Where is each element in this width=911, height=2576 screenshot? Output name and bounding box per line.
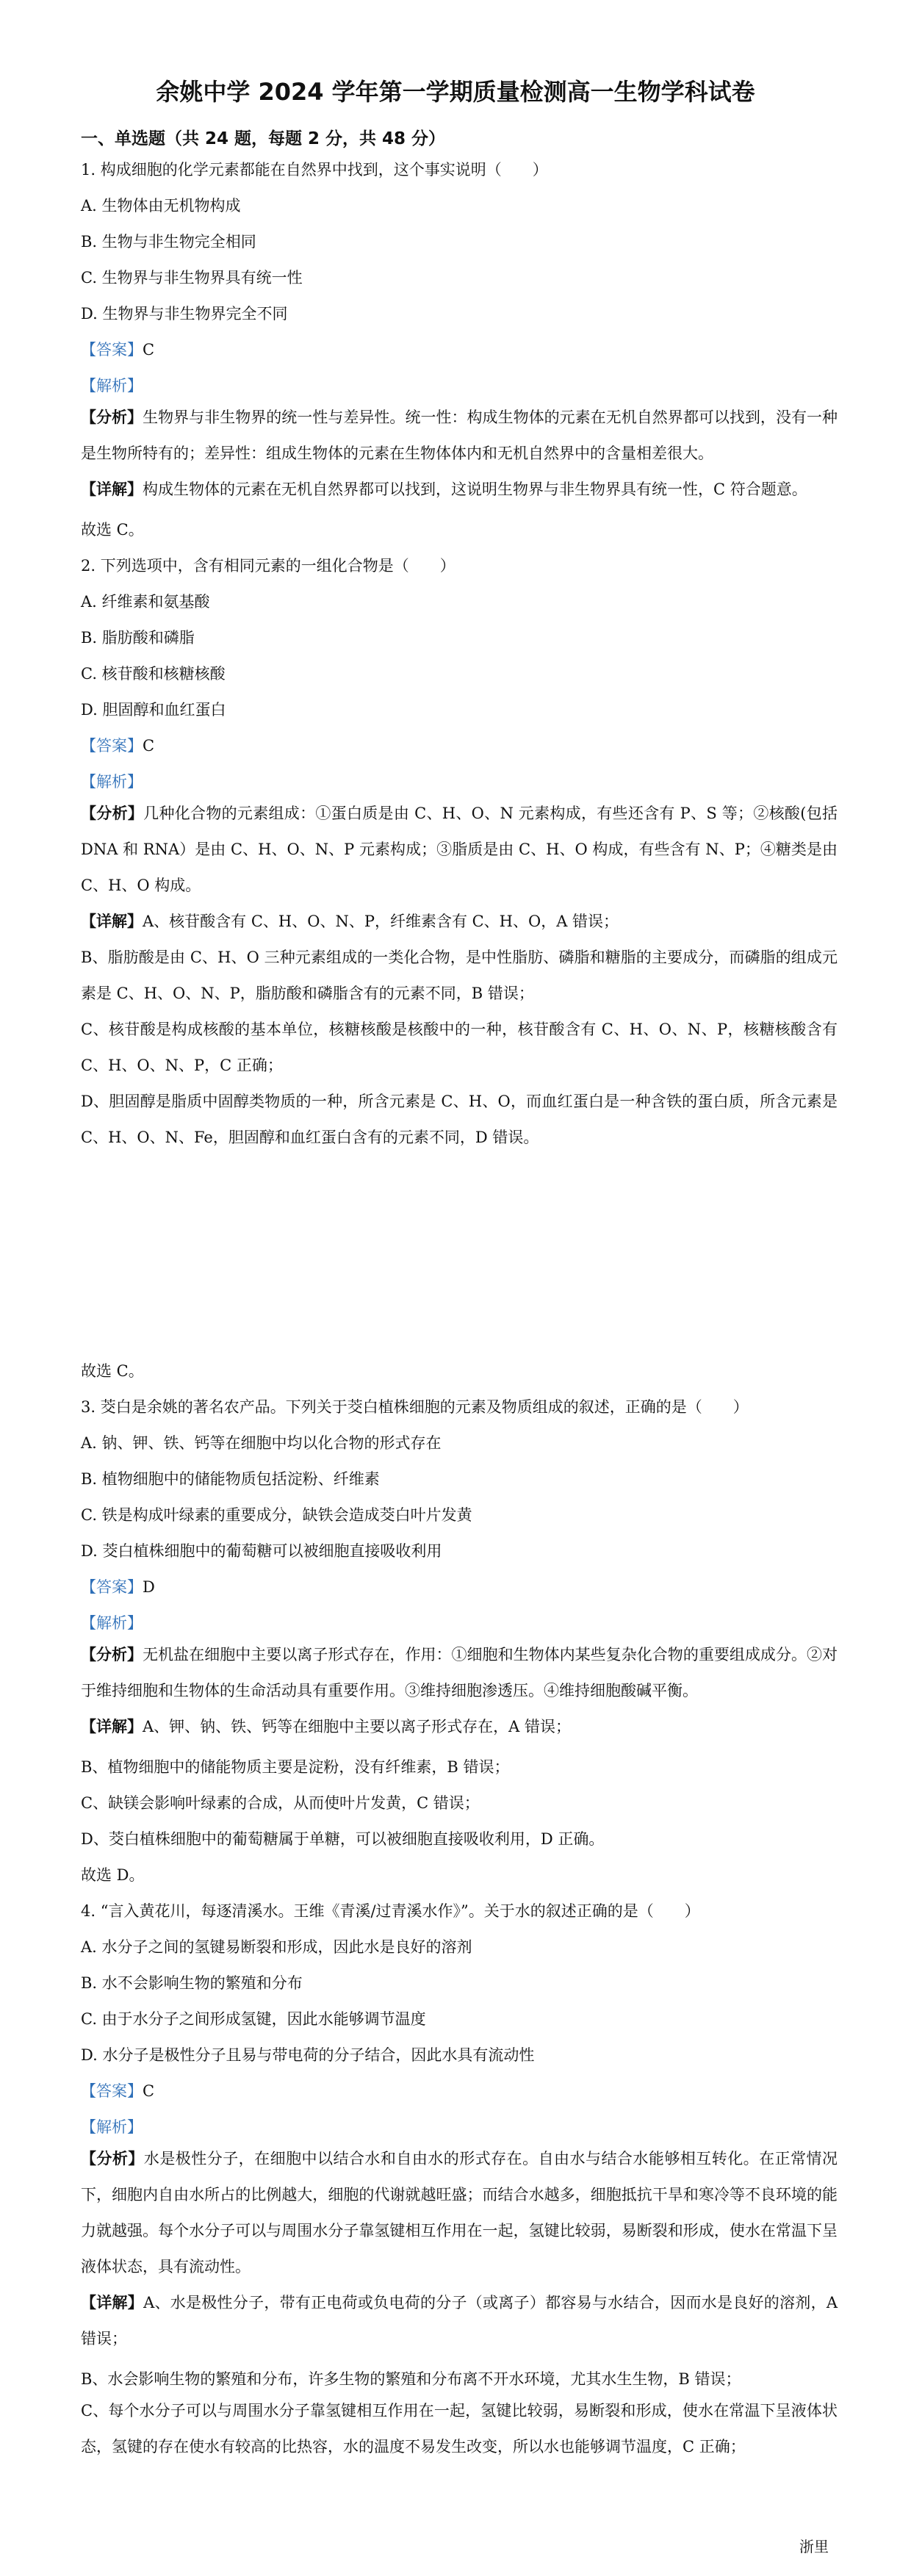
question-2-xiangjie-a (81, 904, 838, 940)
fenxi-tag: 【分析】 (81, 1646, 143, 1663)
question-3-answer (81, 1576, 838, 1598)
question-4-stem: 4. “言入黄花川，每逐清溪水。王维《青溪/过青溪水作》”。关于水的叙述正确的是（ ） (81, 1902, 700, 1920)
question-1-fenxi (81, 400, 838, 472)
question-3-fenxi (81, 1637, 838, 1709)
question-3-xiangjie-a (81, 1709, 838, 1745)
fenxi-tag: 【分析】 (81, 2150, 144, 2167)
question-1-stem: 1. 构成细胞的化学元素都能在自然界中找到，这个事实说明（ ） (81, 161, 548, 179)
answer-tag: 【答案】 (81, 341, 143, 359)
question-1-option-a: A. 生物体由无机物构成 (81, 197, 241, 215)
fenxi-tag: 【分析】 (81, 409, 143, 426)
question-2-option-c: C. 核苷酸和核糖核酸 (81, 665, 226, 683)
question-1-option-d: D. 生物界与非生物界完全不同 (81, 305, 288, 323)
question-1-xiangjie (81, 472, 838, 508)
answer-value: C (143, 341, 155, 359)
answer-tag: 【答案】 (81, 2082, 143, 2100)
question-4-option-d: D. 水分子是极性分子且易与带电荷的分子结合，因此水具有流动性 (81, 2046, 535, 2064)
analysis-tag: 【解析】 (81, 2118, 143, 2136)
fenxi-text: 生物界与非生物界的统一性与差异性。统一性：构成生物体的元素在无机自然界都可以找到，没有一种是生物所特有的；差异性：组成生物体的元素在生物体体内和无机自然界中的含量相差很大。 (81, 409, 838, 462)
question-1-option-c: C. 生物界与非生物界具有统一性 (81, 269, 303, 287)
question-3-xiangjie-d: D、茭白植株细胞中的葡萄糖属于单糖，可以被细胞直接吸收利用，D 正确。 (81, 1830, 605, 1848)
page-footer: 浙里 (799, 2538, 829, 2555)
answer-tag: 【答案】 (81, 1578, 143, 1596)
question-3-option-a: A. 钠、钾、铁、钙等在细胞中均以化合物的形式存在 (81, 1434, 442, 1452)
analysis-tag: 【解析】 (81, 773, 143, 791)
question-2-fenxi (81, 796, 838, 904)
question-3-analysis-tag (81, 1612, 838, 1634)
question-3-option-c: C. 铁是构成叶绿素的重要成分，缺铁会造成茭白叶片发黄 (81, 1506, 472, 1524)
question-1-option-b: B. 生物与非生物完全相同 (81, 233, 256, 251)
question-2-option-d: D. 胆固醇和血红蛋白 (81, 701, 226, 719)
question-2-xiangjie-d: D、胆固醇是脂质中固醇类物质的一种，所含元素是 C、H、O，而血红蛋白是一种含铁的蛋白质，所含元素是 C、H、O、N、Fe，胆固醇和血红蛋白含有的元素不同，D 错误。 (81, 1093, 838, 1146)
question-1-conclusion: 故选 C。 (81, 521, 144, 539)
question-4-option-c: C. 由于水分子之间形成氢键，因此水能够调节温度 (81, 2010, 426, 2028)
question-4-fenxi (81, 2141, 838, 2285)
question-1-answer (81, 339, 838, 361)
exam-title: 余姚中学 2024 学年第一学期质量检测高一生物学科试卷 (156, 78, 755, 106)
question-4-analysis-tag (81, 2116, 838, 2138)
answer-value: C (143, 737, 155, 755)
question-2-xiangjie-b: B、脂肪酸是由 C、H、O 三种元素组成的一类化合物，是中性脂肪、磷脂和糖脂的主要成分，而磷脂的组成元素是 C、H、O、N、P，脂肪酸和磷脂含有的元素不同，B 错误； (81, 949, 838, 1002)
question-4-option-a: A. 水分子之间的氢键易断裂和形成，因此水是良好的溶剂 (81, 1938, 472, 1956)
question-2-stem: 2. 下列选项中，含有相同元素的一组化合物是（ ） (81, 557, 455, 575)
fenxi-text: 几种化合物的元素组成：①蛋白质是由 C、H、O、N 元素构成，有些还含有 P、S 等；②核酸(包括 DNA 和 RNA）是由 C、H、O、N、P 元素构成；③脂质是由 C、H、O 构成，有些含有 N、P；④糖类是由 C、H、O 构成。 (81, 805, 838, 894)
xiangjie-text: A、水是极性分子，带有正电荷或负电荷的分子（或离子）都容易与水结合，因而水是良好的溶剂，A 错误； (81, 2294, 838, 2347)
question-3-xiangjie-b: B、植物细胞中的储能物质主要是淀粉，没有纤维素，B 错误； (81, 1758, 510, 1776)
question-2-analysis-tag (81, 771, 838, 793)
xiangjie-tag: 【详解】 (81, 481, 143, 498)
question-1-analysis-tag (81, 375, 838, 397)
xiangjie-tag: 【详解】 (81, 1718, 143, 1735)
question-4-xiangjie-a (81, 2285, 838, 2357)
question-2-answer (81, 735, 838, 757)
xiangjie-text: 构成生物体的元素在无机自然界都可以找到，这说明生物界与非生物界具有统一性，C 符合题意。 (143, 481, 807, 498)
answer-value: C (143, 2082, 155, 2100)
analysis-tag: 【解析】 (81, 377, 143, 395)
analysis-tag: 【解析】 (81, 1614, 143, 1632)
question-2-option-b: B. 脂肪酸和磷脂 (81, 629, 195, 647)
question-4-answer (81, 2080, 838, 2102)
xiangjie-tag: 【详解】 (81, 913, 143, 930)
answer-tag: 【答案】 (81, 737, 143, 755)
question-2-xiangjie-c: C、核苷酸是构成核酸的基本单位，核糖核酸是核酸中的一种，核苷酸含有 C、H、O、N、P，核糖核酸含有 C、H、O、N、P，C 正确； (81, 1021, 838, 1074)
question-3-option-b: B. 植物细胞中的储能物质包括淀粉、纤维素 (81, 1470, 380, 1488)
question-4-option-b: B. 水不会影响生物的繁殖和分布 (81, 1974, 303, 1992)
question-2-conclusion: 故选 C。 (81, 1362, 144, 1380)
answer-value: D (143, 1578, 155, 1596)
fenxi-tag: 【分析】 (81, 805, 144, 822)
fenxi-text: 无机盐在细胞中主要以离子形式存在，作用：①细胞和生物体内某些复杂化合物的重要组成成分。②对于维持细胞和生物体的生命活动具有重要作用。③维持细胞渗透压。④维持细胞酸碱平衡。 (81, 1646, 838, 1699)
section-heading: 一、单选题（共 24 题，每题 2 分，共 48 分） (81, 129, 446, 148)
question-3-option-d: D. 茭白植株细胞中的葡萄糖可以被细胞直接吸收利用 (81, 1542, 442, 1560)
question-4-xiangjie-b: B、水会影响生物的繁殖和分布，许多生物的繁殖和分布离不开水环境，尤其水生生物，B 错误； (81, 2370, 741, 2388)
question-3-stem: 3. 茭白是余姚的著名农产品。下列关于茭白植株细胞的元素及物质组成的叙述，正确的是（ ） (81, 1398, 749, 1416)
xiangjie-tag: 【详解】 (81, 2294, 144, 2311)
xiangjie-text: A、钾、钠、铁、钙等在细胞中主要以离子形式存在，A 错误； (143, 1718, 572, 1735)
xiangjie-text: A、核苷酸含有 C、H、O、N、P，纤维素含有 C、H、O，A 错误； (143, 913, 619, 930)
question-3-xiangjie-c: C、缺镁会影响叶绿素的合成，从而使叶片发黄，C 错误； (81, 1794, 480, 1812)
question-2-option-a: A. 纤维素和氨基酸 (81, 593, 210, 611)
question-3-conclusion: 故选 D。 (81, 1866, 145, 1884)
question-4-xiangjie-c: C、每个水分子可以与周围水分子靠氢键相互作用在一起，氢键比较弱，易断裂和形成，使水在常温下呈液体状态，氢键的存在使水有较高的比热容，水的温度不易发生改变，所以水也能够调节温度，C 正确； (81, 2402, 838, 2456)
fenxi-text: 水是极性分子，在细胞中以结合水和自由水的形式存在。自由水与结合水能够相互转化。在正常情况下，细胞内自由水所占的比例越大，细胞的代谢就越旺盛；而结合水越多，细胞抵抗干旱和寒冷等不良环境的能力就越强。每个水分子可以与周围水分子靠氢键相互作用在一起，氢键比较弱，易断裂和形成，使水在常温下呈液体状态，具有流动性。 (81, 2150, 838, 2275)
